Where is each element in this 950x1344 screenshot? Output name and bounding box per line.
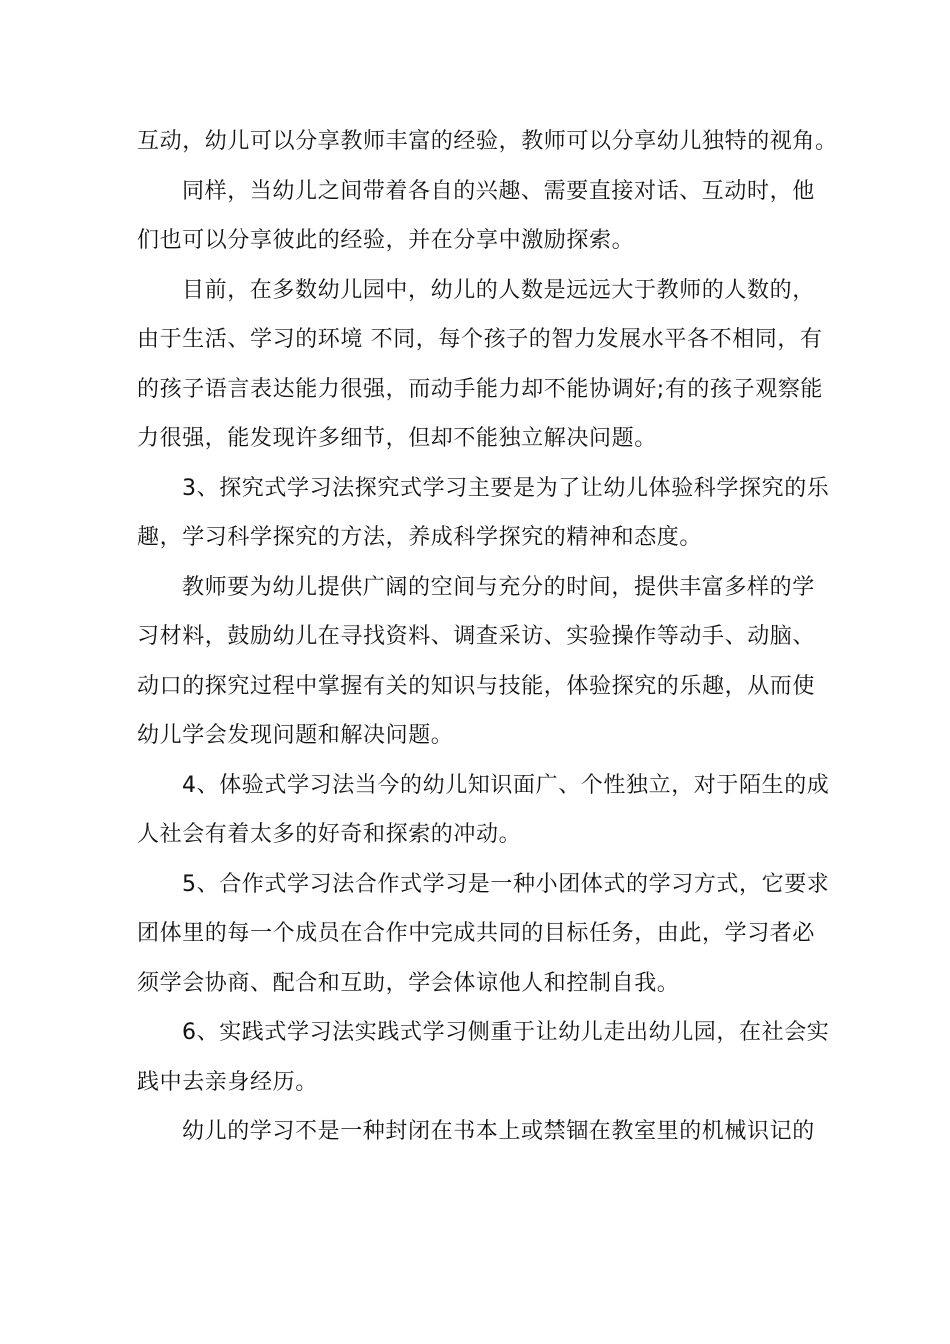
text-line: 习材料，鼓励幼儿在寻找资料、调查采访、实验操作等动手、动脑、 (137, 624, 816, 649)
paragraph-start-line: 3、探究式学习法探究式学习主要是为了让幼儿体验科学探究的乐 (182, 476, 830, 501)
text-line: 践中去亲身经历。 (137, 1070, 318, 1095)
paragraph-start-line: 幼儿的学习不是一种封闭在书本上或禁锢在教室里的机械识记的 (182, 1119, 815, 1144)
text-line: 由于生活、学习的环境 不同，每个孩子的智力发展水平各不相同，有 (137, 327, 823, 352)
paragraph-start-line: 教师要为幼儿提供广阔的空间与充分的时间，提供丰富多样的学 (182, 575, 815, 600)
text-line: 趣，学习科学探究的方法，养成科学探究的精神和态度。 (137, 525, 703, 550)
text-line: 的孩子语言表达能力很强，而动手能力却不能协调好;有的孩子观察能 (137, 377, 824, 402)
text-line: 幼儿学会发现问题和解决问题。 (137, 723, 454, 748)
paragraph-start-line: 目前，在多数幼儿园中，幼儿的人数是远远大于教师的人数的， (182, 278, 815, 303)
paragraph-start-line: 同样，当幼儿之间带着各自的兴趣、需要直接对话、互动时，他 (182, 179, 815, 204)
text-line: 们也可以分享彼此的经验，并在分享中激励探索。 (137, 228, 635, 253)
paragraph-start-line: 6、实践式学习法实践式学习侧重于让幼儿走出幼儿园，在社会实 (182, 1020, 830, 1045)
paragraph-start-line: 5、合作式学习法合作式学习是一种小团体式的学习方式，它要求 (182, 872, 830, 897)
text-line: 须学会协商、配合和互助，学会体谅他人和控制自我。 (137, 971, 680, 996)
text-line: 力很强，能发现许多细节，但却不能独立解决问题。 (137, 426, 657, 451)
text-line: 互动，幼儿可以分享教师丰富的经验，教师可以分享幼儿独特的视角。 (137, 129, 838, 154)
paragraph-start-line: 4、体验式学习法当今的幼儿知识面广、个性独立，对于陌生的成 (182, 773, 830, 798)
text-line: 动口的探究过程中掌握有关的知识与技能，体验探究的乐趣，从而使 (137, 674, 816, 699)
text-line: 人社会有着太多的好奇和探索的冲动。 (137, 822, 522, 847)
text-line: 团体里的每一个成员在合作中完成共同的目标任务，由此，学习者必 (137, 921, 816, 946)
